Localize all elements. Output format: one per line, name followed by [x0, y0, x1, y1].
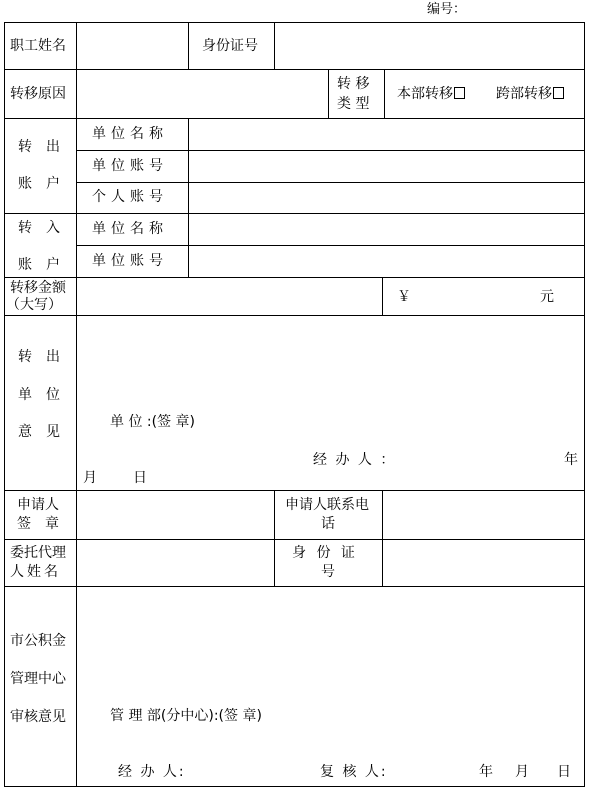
out-opinion-label: 单 位 [18, 387, 60, 403]
id-number-field[interactable] [275, 23, 584, 69]
out-unit-name-field[interactable] [189, 119, 584, 150]
agent-id-label: 号 [321, 564, 335, 580]
date-day-label: 日 [557, 764, 571, 780]
agent-id-field[interactable] [383, 540, 584, 586]
date-month-label: 月 [515, 764, 529, 780]
center-handler-label: 经 办 人: [118, 764, 186, 780]
amount-words-field[interactable] [77, 278, 382, 315]
out-opinion-label: 意 见 [18, 424, 60, 440]
out-personal-account-field[interactable] [189, 183, 584, 213]
out-opinion-label: 转 出 [18, 349, 60, 365]
in-account-label: 账 户 [18, 257, 60, 273]
option-label: 跨部转移 [496, 86, 552, 102]
agent-id-label: 身 份 证 [292, 545, 358, 561]
agent-name-label: 人姓名 [10, 564, 61, 580]
applicant-phone-label: 话 [321, 516, 335, 532]
grid-line [4, 22, 5, 787]
applicant-phone-label: 申请人联系电 [285, 497, 369, 513]
option-local-transfer[interactable] [397, 86, 465, 102]
unit-seal-label: 单 位 :(签 章) [110, 414, 195, 430]
grid-line [274, 490, 275, 586]
center-seal-label: 管 理 部(分中心):(签 章) [110, 708, 262, 724]
in-unit-account-field[interactable] [189, 246, 584, 277]
applicant-phone-field[interactable] [383, 491, 584, 539]
date-month-label: 月 [83, 470, 97, 486]
transfer-amount-label: 转移金额 [10, 280, 66, 296]
applicant-signature-field[interactable] [77, 491, 274, 539]
grid-line [328, 69, 329, 118]
date-year-label: 年 [479, 764, 493, 780]
out-unit-name-label: 单位名称 [92, 126, 168, 142]
center-reviewer-label: 复 核 人: [320, 764, 388, 780]
currency-symbol: ￥ [397, 289, 411, 305]
employee-name-field[interactable] [77, 23, 188, 69]
grid-line [584, 22, 585, 787]
agent-name-label: 委托代理 [10, 545, 66, 561]
applicant-signature-label: 申请人 [17, 497, 59, 513]
in-unit-account-label: 单位账号 [92, 253, 168, 269]
out-account-label: 转 出 [18, 139, 60, 155]
transfer-reason-field[interactable] [77, 70, 328, 118]
option-cross-transfer[interactable] [496, 86, 564, 102]
center-review-label: 市公积金 [10, 633, 66, 649]
currency-unit: 元 [540, 289, 554, 305]
in-unit-name-label: 单位名称 [92, 221, 168, 237]
center-review-field[interactable] [77, 587, 584, 786]
in-unit-name-field[interactable] [189, 214, 584, 245]
center-review-label: 审核意见 [10, 709, 66, 725]
transfer-type-label: 类 型 [337, 96, 370, 112]
transfer-type-label: 转 移 [337, 76, 370, 92]
in-account-label: 转 入 [18, 220, 60, 236]
employee-name-label: 职工姓名 [10, 38, 66, 54]
checkbox-icon[interactable] [553, 87, 564, 99]
checkbox-icon[interactable] [454, 87, 465, 99]
date-day-label: 日 [133, 470, 147, 486]
transfer-reason-label: 转移原因 [10, 86, 66, 102]
transfer-amount-label: （大写） [6, 297, 62, 313]
grid-line [4, 786, 584, 787]
handler-label: 经 办 人 ： [313, 452, 397, 468]
out-unit-account-field[interactable] [189, 151, 584, 182]
grid-line [382, 277, 383, 315]
serial-number-label: 编号： [427, 2, 467, 17]
center-review-label: 管理中心 [10, 671, 66, 687]
date-year-label: 年 [564, 452, 578, 468]
option-label: 本部转移 [397, 86, 453, 102]
id-number-label: 身份证号 [202, 38, 258, 54]
agent-name-field[interactable] [77, 540, 274, 586]
applicant-signature-label: 签 章 [17, 516, 59, 532]
grid-line [188, 22, 189, 69]
out-personal-account-label: 个人账号 [92, 189, 168, 205]
out-account-label: 账 户 [18, 176, 60, 192]
out-unit-account-label: 单位账号 [92, 158, 168, 174]
grid-line [384, 69, 385, 118]
